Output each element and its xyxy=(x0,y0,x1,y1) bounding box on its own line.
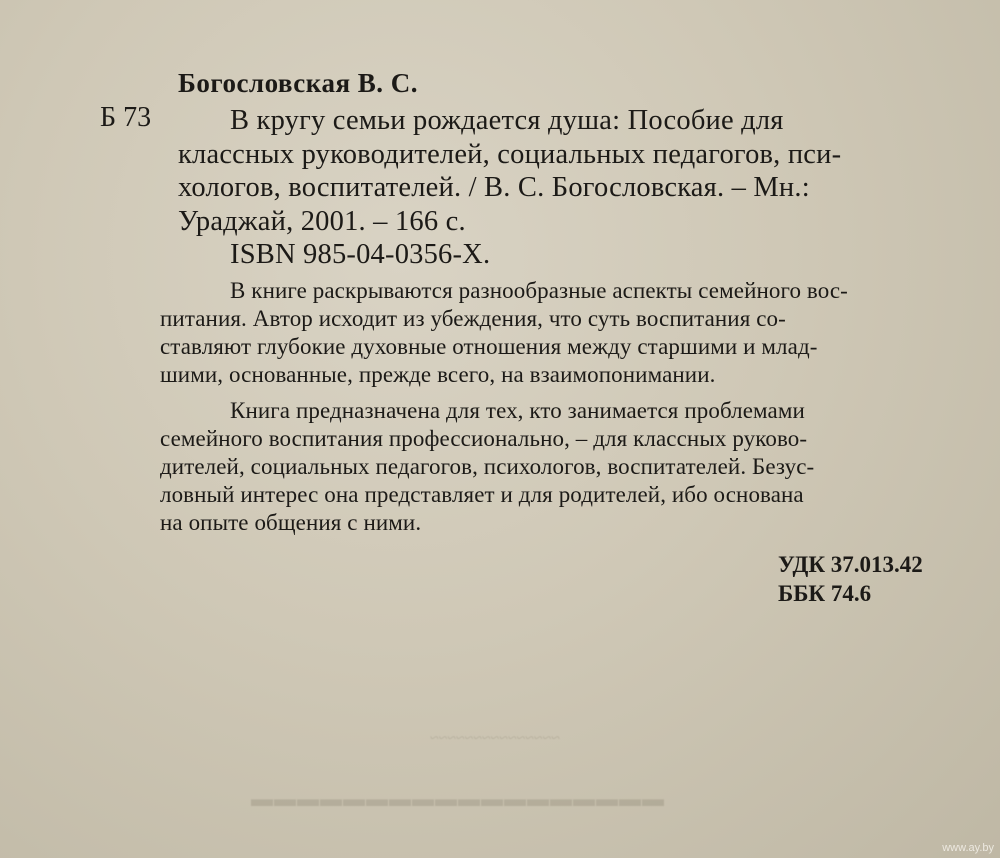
annotation-line: дителей, социальных педагогов, психологов, воспитателей. Безус- xyxy=(160,454,815,479)
author-heading: Богословская В. С. xyxy=(178,68,419,98)
entry-line: В кругу семьи рождается душа: Пособие для xyxy=(230,105,784,136)
annotation-line: ловный интерес она представляет и для родителей, ибо основана xyxy=(160,482,804,507)
annotation-line: шими, основанные, прежде всего, на взаимопонимании. xyxy=(160,362,716,387)
bbk-code: ББК 74.6 xyxy=(778,581,872,606)
bibliographic-entry xyxy=(178,104,964,272)
annotation-line: на опыте общения с ними. xyxy=(160,510,422,535)
annotation-line: ставляют глубокие духовные отношения между старшими и млад- xyxy=(160,334,818,359)
udk-code: УДК 37.013.42 xyxy=(778,552,923,577)
watermark: www.ay.by xyxy=(942,842,994,854)
entry-line: классных руководителей, социальных педагогов, пси- xyxy=(178,138,842,170)
annotation-line: В книге раскрываются разнообразные аспекты семейного вос- xyxy=(230,278,848,303)
library-code: Б 73 xyxy=(100,102,152,133)
bleed-through-text: ▬▬▬▬▬▬▬▬▬▬▬▬▬▬▬▬▬▬ xyxy=(250,786,664,811)
annotation xyxy=(160,277,966,537)
entry-line: Ураджай, 2001. – 166 с. xyxy=(178,205,466,237)
isbn: ISBN 985-04-0356-Х. xyxy=(230,239,491,270)
annotation-line: семейного воспитания профессионально, – для классных руково- xyxy=(160,426,808,451)
annotation-line: питания. Автор исходит из убеждения, что суть воспитания со- xyxy=(160,306,786,331)
bleed-through-text: ~~~~~~~~~~~~~~~ xyxy=(430,730,560,747)
classification-codes xyxy=(778,550,923,608)
annotation-line: Книга предназначена для тех, кто занимается проблемами xyxy=(230,398,805,423)
entry-line: хологов, воспитателей. / В. С. Богословская. – Мн.: xyxy=(178,172,810,203)
